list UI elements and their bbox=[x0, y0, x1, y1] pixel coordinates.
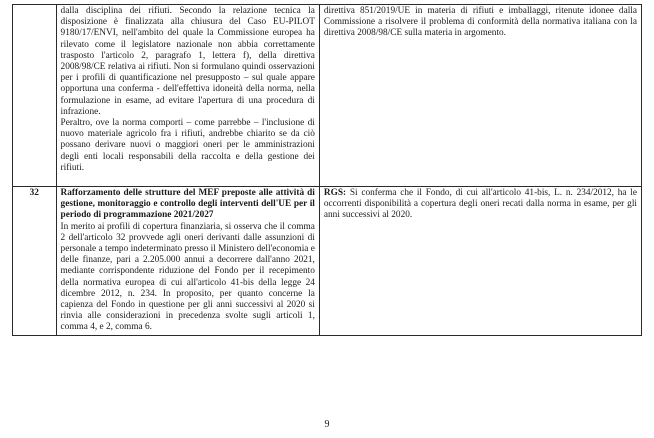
response-cell bbox=[319, 187, 641, 336]
observations-table bbox=[12, 4, 642, 336]
observation-paragraph: In merito ai profili di copertura finanziaria, si osserva che il comma 2 dell'articolo 32 provvede agli oneri derivanti dalle assunzioni di personale a tempo indeterminato presso il Ministero dell'economia e delle finanze, pari a 2.205.000 annui a decorrere dall'anno 2021, mediante corrispondente riduzione del Fondo per il recepimento della normativa europea di cui all'articolo 41-bis della legge 24 dicembre 2012, n. 234. In proposito, per quanto concerne la capienza del Fondo in questione per gli anni successivi al 2020 si rinvia alle considerazioni in precedenza svolte sugli articoli 1, comma 4, e 2, comma 6. bbox=[60, 221, 315, 333]
page-number: 9 bbox=[324, 419, 330, 430]
response-text: direttiva 851/2019/UE in materia di rifiuti e imballaggi, ritenute idonee dalla Commissione a risolvere il problema di conformità della normativa italiana con la direttiva 2008/98/CE sulla materia in argomento. bbox=[323, 6, 637, 39]
rgs-label: RGS: bbox=[323, 188, 347, 198]
table-row bbox=[13, 5, 642, 187]
response-cell bbox=[319, 5, 641, 187]
observation-paragraph: Peraltro, ove la norma comporti – come parrebbe – l'inclusione di nuovo materiale agricolo fra i rifiuti, andrebbe chiarito se da ciò possano derivare nuovi o maggiori oneri per le amministrazioni degli enti locali responsabili della raccolta e della gestione dei rifiuti. bbox=[60, 118, 315, 173]
observation-cell bbox=[56, 5, 319, 187]
observation-cell bbox=[56, 187, 319, 336]
document-page bbox=[12, 4, 642, 336]
observation-paragraph: dalla disciplina dei rifiuti. Secondo la relazione tecnica la disposizione è finalizzata alla chiusura del Caso EU-PILOT 9180/17/ENVI, nell'ambito del quale la Commissione europea ha rilevato come il legislatore nazionale non abbia correttamente trasposto l'articolo 2, paragrafo 1, lettera f), della direttiva 2008/98/CE relativa ai rifiuti. Non si formulano quindi osservazioni per i profili di quantificazione nel presupposto – sul quale appare opportuna una conferma - dell'effettiva idoneità della norma, nella formulazione in esame, ad evitare l'apertura di una procedura di infrazione. bbox=[60, 6, 315, 117]
response-paragraph bbox=[324, 188, 637, 222]
table-row bbox=[13, 187, 642, 336]
article-title: Rafforzamento delle strutture del MEF preposte alle attività di gestione, monitoraggio e controllo degli interventi dell'UE per il periodo di programmazione 2021/2027 bbox=[60, 188, 315, 221]
article-number-cell bbox=[13, 5, 57, 187]
response-text: Si conferma che il Fondo, di cui all'articolo 41-bis, L. n. 234/2012, ha le occorrenti disponibilità a copertura degli oneri recati dalla norma in esame, per gli anni successivi al 2020. bbox=[323, 188, 637, 221]
article-number-cell: 32 bbox=[13, 187, 57, 336]
